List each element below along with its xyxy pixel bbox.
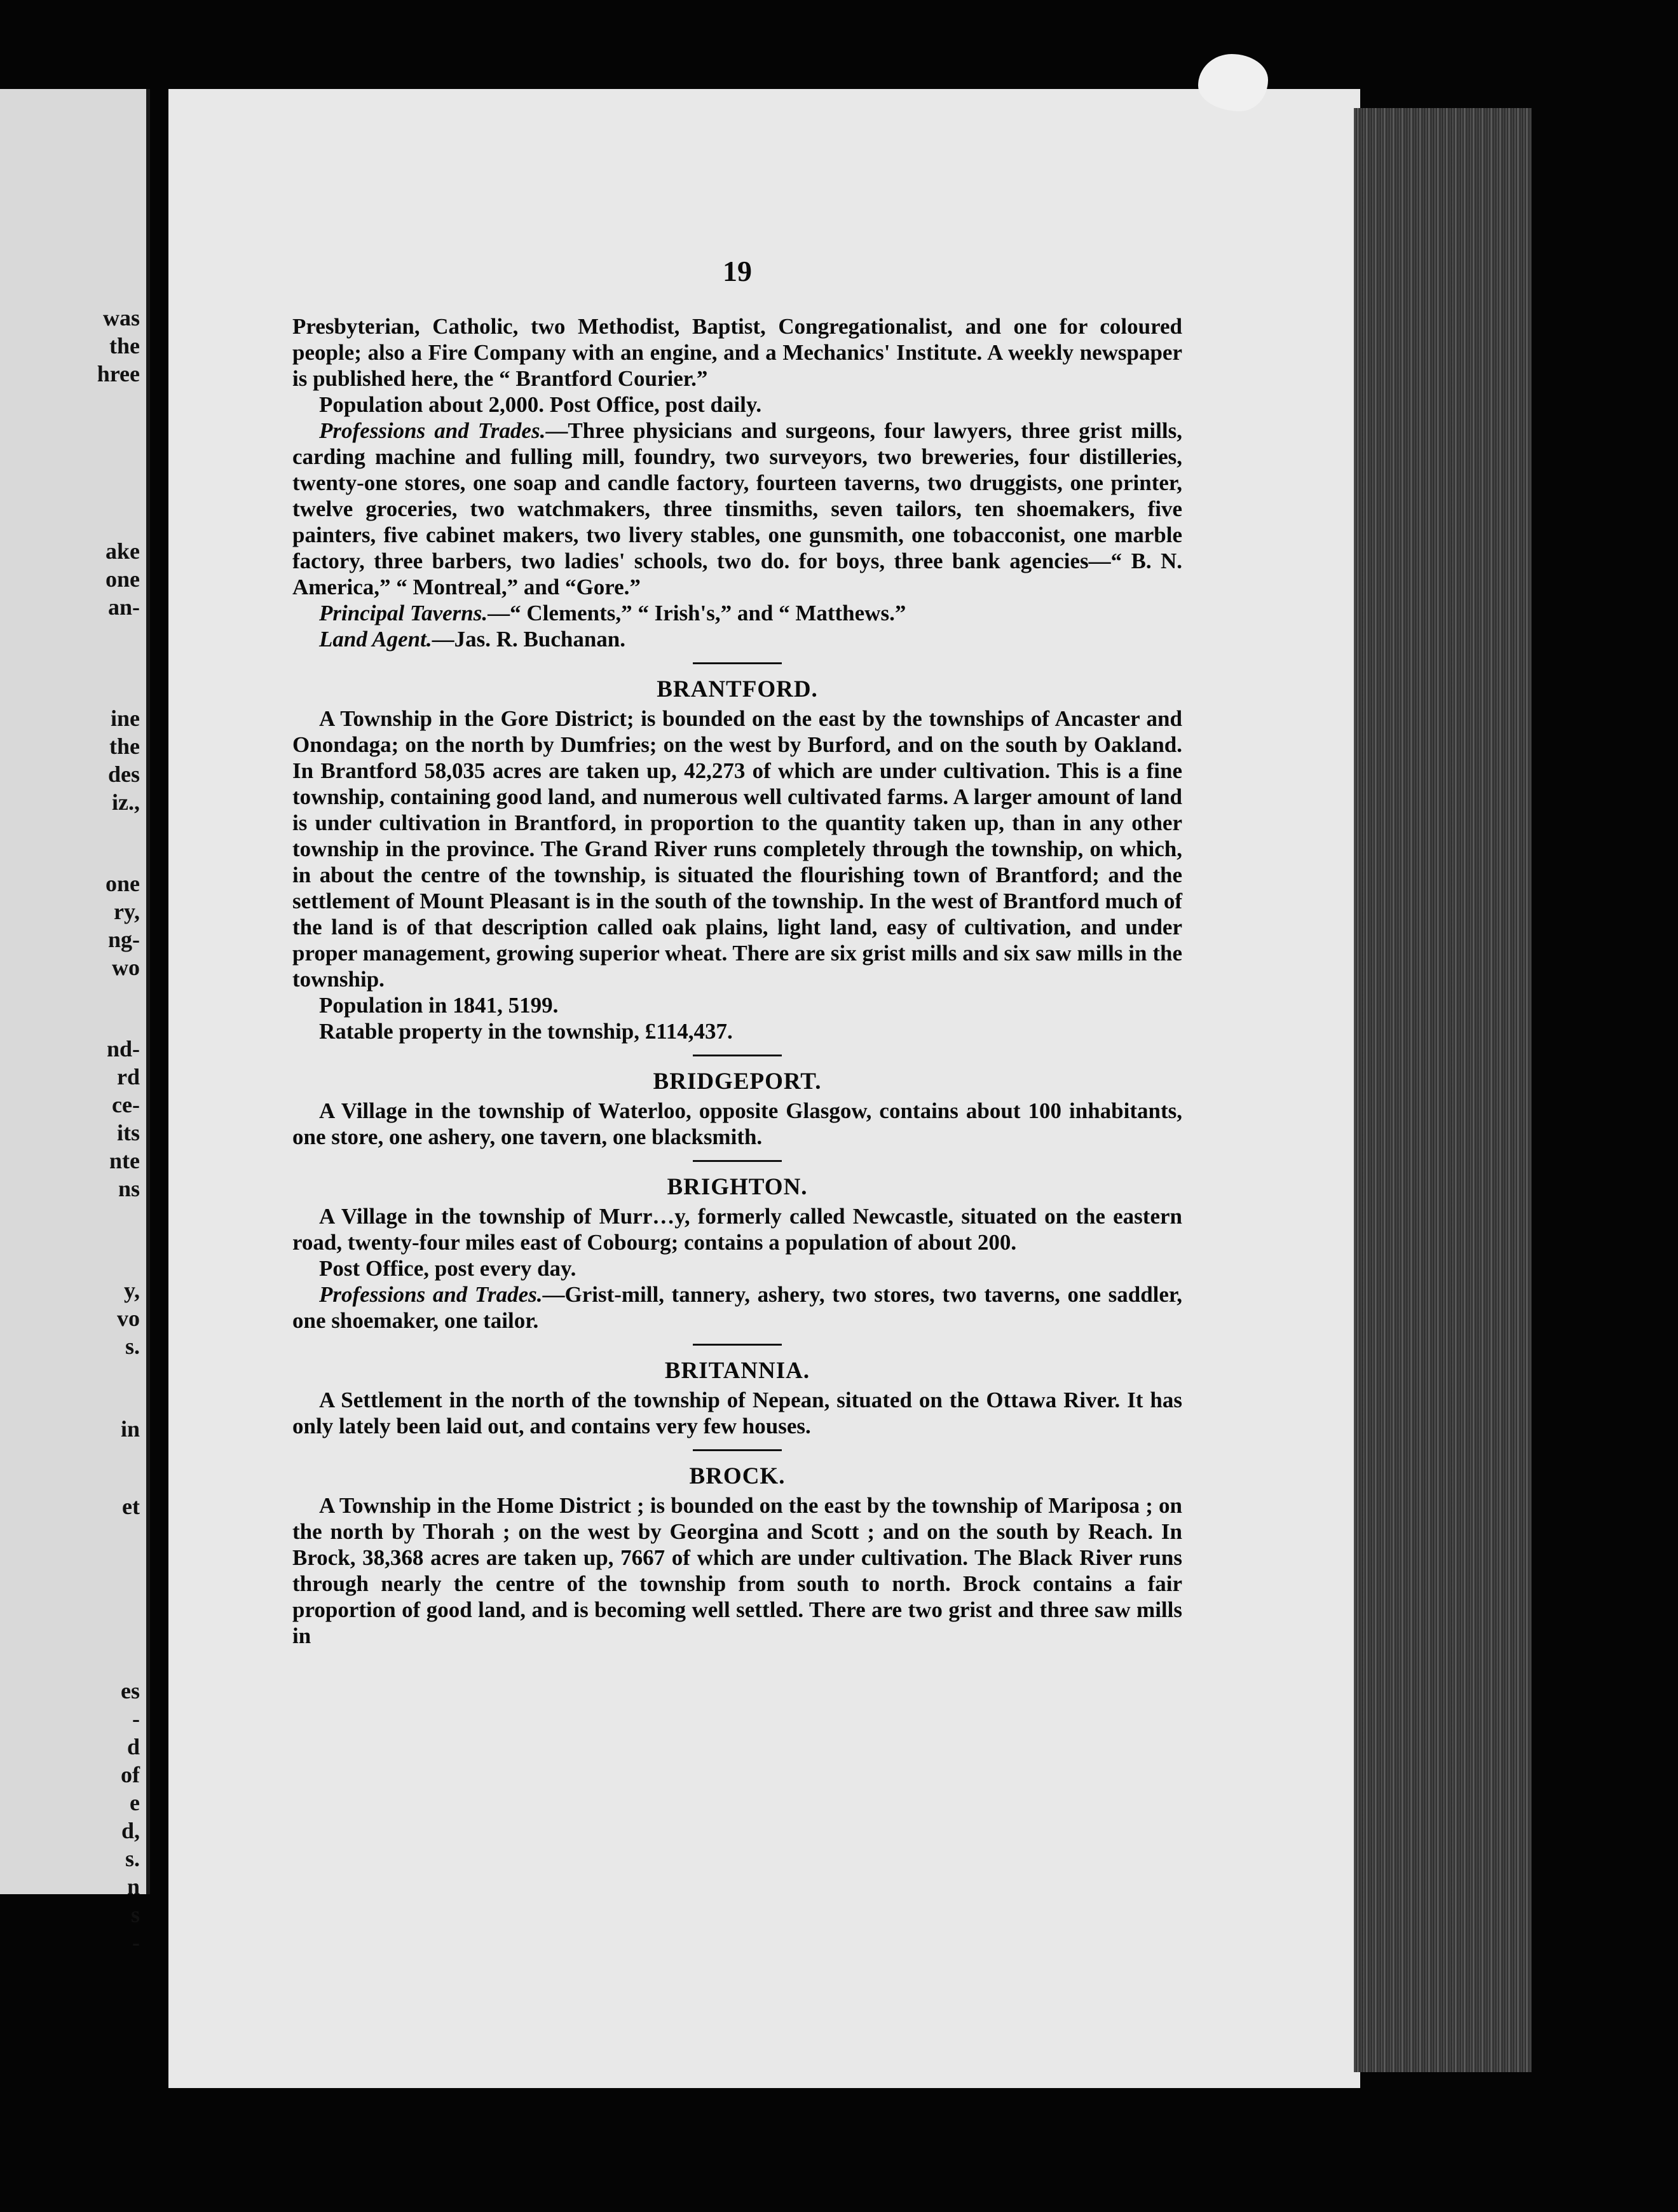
section-heading-bridgeport: BRIDGEPORT. [653,1068,822,1095]
facing-page-word: nte [109,1148,140,1173]
bridgeport-body: A Village in the township of Waterloo, opposite Glasgow, contains about 100 inhabitants, one store, one ashery, one tavern, one blacksmith. [292,1098,1182,1149]
paper-stain [1198,54,1268,111]
taverns-label: Principal Taverns. [319,601,488,625]
facing-page-word: e [130,1790,140,1815]
intro-trades [292,418,1182,600]
facing-page-word: was [102,305,140,331]
facing-page-word: ce- [112,1092,140,1117]
brantford-ratable: Ratable property in the township, £114,437. [319,1019,733,1044]
facing-page-word: d [126,1734,140,1759]
facing-page-word: the [109,734,140,759]
section-divider [693,1055,782,1056]
facing-page-word: es [121,1678,140,1703]
facing-page-word: ng- [107,927,140,952]
page-number: 19 [723,255,752,287]
facing-page-word: iz., [112,789,140,815]
trades-text: —Three physicians and surgeons, four lawyers, three grist mills, carding machine and fulling mill, foundry, two surveyors, two breweries, four distilleries, twenty-one stores, one soap and candle factory, fourteen taverns, two druggists, one printer, twelve groceries, two watchmakers, three tinsmiths, seven tailors, ten shoemakers, five painters, five cabinet makers, two livery stables, one gunsmith, one tobacconist, one marble factory, three barbers, two ladies' schools, two do. for boys, three bank agencies—“ B. N. America,” “ Montreal,” and “Gore.” [292,418,1182,599]
facing-page-word: s [130,1902,140,1927]
facing-page-word: rd [117,1064,140,1089]
brighton-trades [292,1281,1182,1334]
agent-text: —Jas. R. Buchanan. [432,627,626,652]
facing-page-word: nd- [106,1036,140,1062]
brighton-post: Post Office, post every day. [319,1256,576,1281]
section-divider [693,662,782,664]
facing-page-word: hree [97,361,140,386]
trades-text: —Grist-mill, tannery, ashery, two stores, two taverns, one saddler, one shoemaker, one tailor. [292,1282,1182,1333]
facing-page-word: ake [106,538,140,564]
brighton-body: A Village in the township of Murr…y, formerly called Newcastle, situated on the eastern road, twenty-four miles east of Cobourg; contains a population of about 200. [292,1204,1182,1255]
facing-page-word: one [106,871,140,896]
brantford-population: Population in 1841, 5199. [319,993,559,1018]
section-divider [693,1344,782,1346]
facing-page-word: - [132,1706,140,1731]
intro-land-agent [292,626,1182,652]
intro-continuation: Presbyterian, Catholic, two Methodist, Baptist, Congregationalist, and one for coloured people; also a Fire Company with an engine, and a Mechanics' Institute. A weekly newspaper is published here, the “ Brantford Courier.” [292,314,1182,391]
facing-page-word: ine [110,706,140,731]
facing-page-word: one [106,566,140,592]
facing-page-fragment [0,89,150,1955]
brock-body: A Township in the Home District ; is bounded on the east by the township of Mariposa ; on the north by Thorah ; on the west by Georgina and Scott ; and on the south by Reach. In Brock, 38,368 acres are taken up, 7667 of which are under cultivation. The Black River runs through nearly the centre of the township from south to north. Brock contains a fair proportion of good land, and is becoming well settled. There are two grist and three saw mills in [292,1493,1182,1648]
facing-page-word: in [120,1416,140,1442]
facing-page-word: vo [117,1306,140,1331]
facing-page-word: - [132,1930,140,1955]
trades-label: Professions and Trades. [319,1282,543,1307]
trades-label: Professions and Trades. [319,418,546,443]
facing-page-word: et [122,1494,140,1519]
section-divider [693,1160,782,1162]
facing-page-word: an- [107,594,140,620]
facing-page-word: y, [123,1278,140,1303]
section-heading-brighton: BRIGHTON. [667,1174,808,1200]
facing-page-word: wo [112,955,140,980]
intro-population: Population about 2,000. Post Office, post daily. [319,392,762,417]
facing-page-word: n [126,1874,140,1899]
brantford-body: A Township in the Gore District; is bounded on the east by the townships of Ancaster and Onondaga; on the north by Dumfries; on the west by Burford, and on the south by Oakland. In Brantford 58,035 acres are taken up, 42,273 of which are under cultivation. This is a fine township, containing good land, and numerous well cultivated farms. A larger amount of land is under cultivation in Brantford, in proportion to the quantity taken up, than in any other township in the province. The Grand River runs completely through the township, on which, in about the centre of the township, is situated the flourishing town of Brantford; and the settlement of Mount Pleasant is in the south of the township. In the west of Brantford much of the land is of that description called oak plains, light land, easy of cultivation, and under proper management, growing superior wheat. There are six grist mills and six saw mills in the township. [292,706,1182,992]
page-edges [1354,108,1532,2072]
section-heading-britannia: BRITANNIA. [664,1358,810,1384]
facing-page-word: ns [118,1176,140,1201]
page-text [292,254,1182,1649]
facing-page-word: d, [121,1818,140,1843]
section-heading-brantford: BRANTFORD. [657,676,818,702]
facing-page-word: ry, [114,899,140,924]
facing-page-word: s. [125,1334,140,1359]
section-divider [693,1449,782,1451]
intro-taverns [292,600,1182,626]
facing-page-word: s. [125,1846,140,1871]
britannia-body: A Settlement in the north of the township of Nepean, situated on the Ottawa River. It has only lately been laid out, and contains very few houses. [292,1388,1182,1438]
agent-label: Land Agent. [319,627,432,652]
section-heading-brock: BROCK. [689,1463,786,1489]
facing-page-word: the [109,333,140,358]
facing-page-word: its [117,1120,140,1145]
facing-page-word: of [121,1762,140,1787]
facing-page-word: des [107,761,140,787]
taverns-text: —“ Clements,” “ Irish's,” and “ Matthews.” [488,601,906,625]
